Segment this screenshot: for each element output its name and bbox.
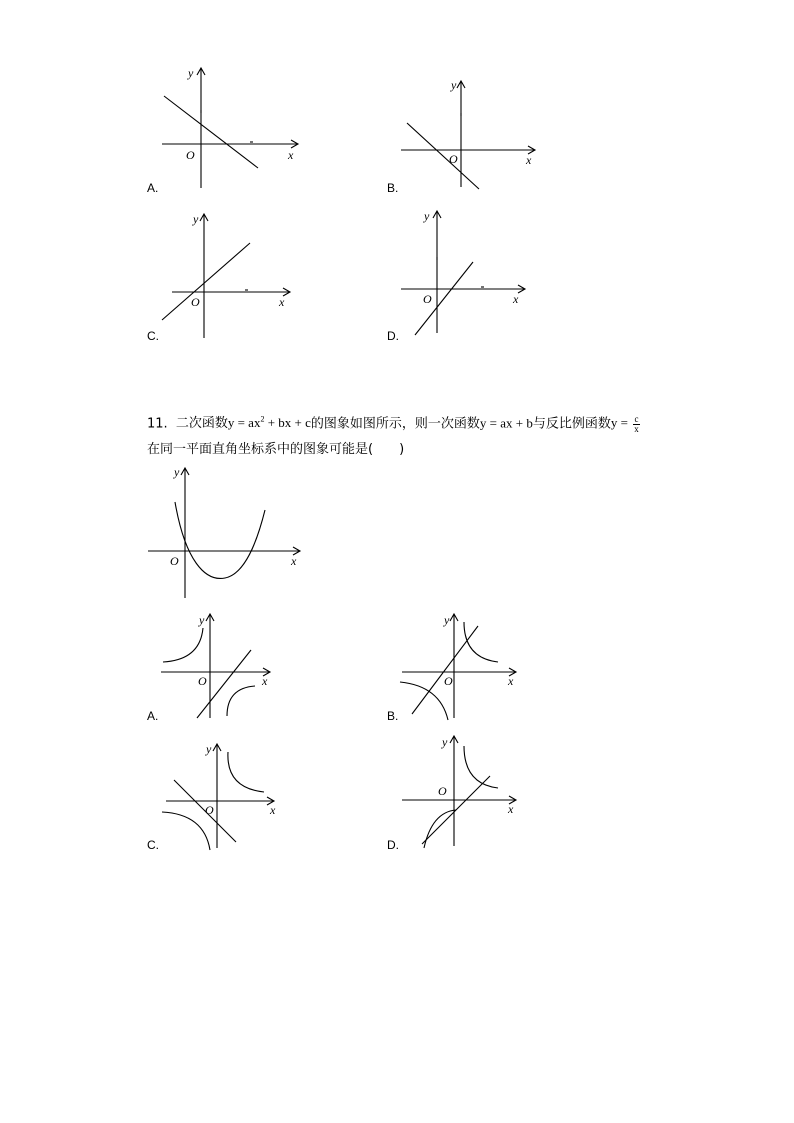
x-axis-label: x [279,295,285,309]
q10-graph-c [150,208,300,343]
q11-stem-line1 [147,411,640,434]
y-axis-label: y [206,742,212,756]
q11-number: 11. [147,416,168,432]
y-axis-label: y [451,78,457,92]
x-axis-label: x [526,153,532,167]
q11-stem-line2: 在同一平面直角坐标系中的图象可能是( ) [147,442,405,457]
q11-option-a-letter: A. [147,709,159,723]
q10-graph-b [395,75,545,195]
q11-option-d-letter: D. [387,838,399,852]
x-axis-label: x [288,148,294,162]
q11-text-part1: 二次函数 [175,416,228,432]
origin-label: O [170,554,179,568]
origin-label: O [186,148,195,162]
y-axis-label: y [444,613,450,627]
x-axis-label: x [508,674,514,688]
q10-option-a-letter: A. [147,181,159,195]
q11-parabola-graph [145,462,305,602]
origin-label: O [205,803,214,817]
q11-graph-c [160,740,285,852]
y-axis-label: y [199,613,205,627]
origin-label: O [191,295,200,309]
q11-graph-d [398,732,523,850]
y-axis-label: y [193,212,199,226]
q11-option-b-letter: B. [387,709,399,723]
q10-option-d-letter: D. [387,329,399,343]
q11-option-c-letter: C. [147,838,159,852]
q10-option-b-letter: B. [387,181,399,195]
q10-graph-a [150,60,310,195]
q10-graph-d [395,205,535,340]
origin-label: O [444,674,453,688]
x-axis-label: x [270,803,276,817]
x-axis-label: x [291,554,297,568]
q11-graph-a [155,610,280,722]
q11-inverse-eq: y = $\frac{c}{x}$ [610,413,639,434]
x-axis-label: x [508,802,514,816]
y-axis-label: y [424,209,430,223]
q11-linear-eq: y = ax + b [479,415,533,431]
x-axis-label: x [262,674,268,688]
y-axis-label: y [174,465,180,479]
q11-text-part3: 与反比例函数 [532,416,611,432]
origin-label: O [438,784,447,798]
x-axis-label: x [513,292,519,306]
q11-text-part2: 的图象如图所示，则一次函数 [310,416,480,432]
y-axis-label: y [442,735,448,749]
q10-option-c-letter: C. [147,329,159,343]
origin-label: O [423,292,432,306]
y-axis-label: y [188,66,194,80]
q11-quad-eq: $y = ax^2$ + bx + c [227,415,311,431]
origin-label: O [198,674,207,688]
origin-label: O [449,152,458,166]
q11-graph-b [398,610,523,722]
